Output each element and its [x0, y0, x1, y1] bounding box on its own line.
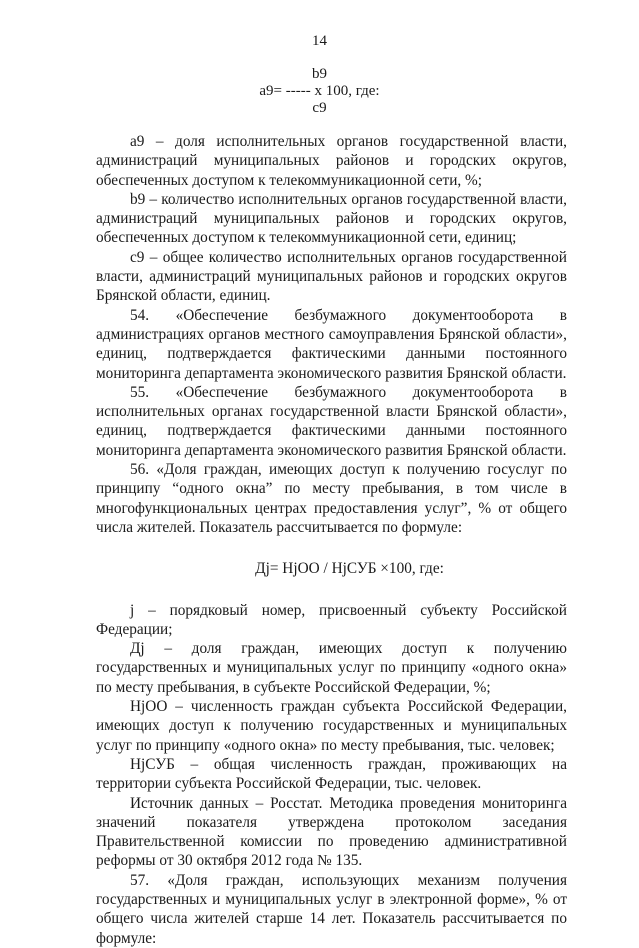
paragraph-j-definition: j – порядковый номер, присвоенный субъекту Российской Федерации; — [96, 601, 567, 638]
paragraph-hjsub-definition: HjСУБ – общая численность граждан, проживающих на территории субъекта Российской Федерации, тыс. человек. — [96, 755, 567, 793]
formula-expression: a9= ----- х 100, где: — [259, 83, 380, 99]
paragraph-data-source: Источник данных – Росстат. Методика проведения мониторинга значений показателя утверждена протоколом заседания Правительственной комиссии по проведению административной реформы от 30 октября 2012 года № 135. — [96, 794, 567, 870]
page-number: 14 — [312, 33, 327, 49]
document-body — [96, 132, 567, 948]
paragraph-item-56: 56. «Доля граждан, имеющих доступ к получению госуслуг по принципу “одного окна” по месту пребывания, в том числе в многофункциональных центрах предоставления услуг”, % от общего числа жителей. Показатель рассчитывается по формуле: — [96, 461, 567, 536]
formula-denominator: с9 — [312, 100, 327, 116]
formula-a9 — [0, 66, 639, 117]
paragraph-hjoo-definition: HjОО – численность граждан субъекта Российской Федерации, имеющих доступ к получению государственных и муниципальных услуг по принципу «одного окна» по месту пребывания, тыс. человек; — [96, 698, 567, 754]
formula-numerator: b9 — [312, 66, 327, 82]
paragraph-dj-definition: Дj – доля граждан, имеющих доступ к получению государственных и муниципальных услуг по принципу «одного окна» по месту пребывания, в субъекте Российской Федерации, %; — [96, 640, 567, 696]
paragraph-c9-definition: с9 – общее количество исполнительных органов государственной власти, администраций муниципальных районов и городских округов Брянской области, единиц. — [96, 248, 567, 305]
paragraph-item-54: 54. «Обеспечение безбумажного документооборота в администрациях органов местного самоуправления Брянской области», единиц, подтверждается фактическими данными постоянного мониторинга департамента экономического развития Брянской области. — [96, 306, 567, 382]
paragraph-item-57: 57. «Доля граждан, использующих механизм получения государственных и муниципальных услуг в электронной форме», % от общего числа жителей старше 14 лет. Показатель рассчитывается по формуле: — [96, 871, 567, 947]
paragraph-item-55: 55. «Обеспечение безбумажного документооборота в исполнительных органах государственной власти Брянской области», единиц, подтверждается фактическими данными постоянного мониторинга департамента экономического развития Брянской области. — [96, 383, 567, 459]
paragraph-b9-definition: b9 – количество исполнительных органов государственной власти, администраций муниципальных районов и городских округов, обеспеченных доступом к телекоммуникационной сети, единиц; — [96, 190, 567, 247]
formula-dj: Дj= HjОО / HjСУБ ×100, где: — [255, 560, 444, 578]
paragraph-a9-definition: а9 – доля исполнительных органов государственной власти, администраций муниципальных районов и городских округов, обеспеченных доступом к телекоммуникационной сети, %; — [96, 133, 567, 189]
